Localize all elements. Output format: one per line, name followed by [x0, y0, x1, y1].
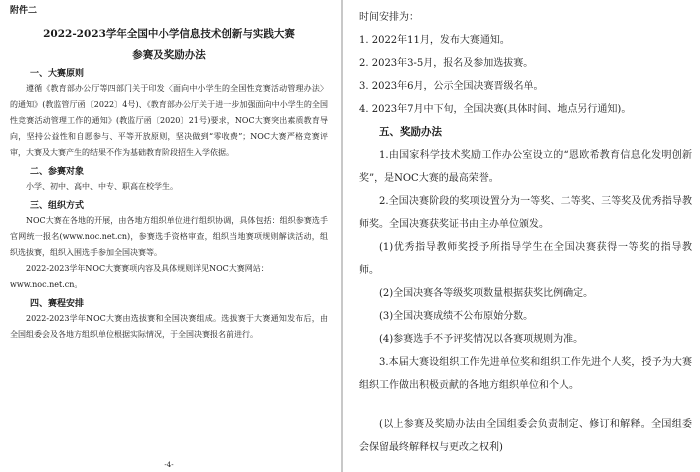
section-heading-principles: 一、大赛原则 — [30, 69, 85, 79]
website-link[interactable]: www.noc.net.cn。 — [10, 280, 83, 289]
page-number: -4- — [164, 461, 174, 469]
section-heading-schedule: 四、赛程安排 — [30, 299, 85, 309]
awards-paragraph-6: (4)参赛选手不予评奖情况以各赛项规则为准。 — [379, 334, 584, 345]
schedule-item: 3. 2023年6月，公示全国决赛晋级名单。 — [359, 81, 544, 92]
left-page — [0, 0, 338, 472]
schedule-item: 1. 2022年11月，发布大赛通知。 — [359, 35, 510, 46]
organization-paragraph: NOC大赛在各地的开展，由各地方组织单位进行组织协调，具体包括：组织参赛选手官网统一报名(www.noc.net.cn)，参赛选手资格审查，组织当地赛项规则解读活动，组织选拔赛，组织入围选手参加全国决赛等。 — [10, 216, 328, 257]
principles-paragraph: 遵循《教育部办公厅等四部门关于印发〈面向中小学生的全国性竞赛活动管理办法〉的通知》(教监管厅函〔2022〕4号)、《教育部办公厅关于进一步加强面向中小学生的全国性竞赛活动管理工作的通知》(教监厅函〔2020〕21号)要求，NOC大赛突出素质教育导向，坚持公益性和自愿参与、平等开放原则，坚决做到“零收费”；NOC大赛严格竞赛评审，大赛及大赛产生的结果不作为基础教育阶段招生入学依据。 — [10, 84, 328, 157]
page-divider — [341, 0, 343, 472]
section-heading-organization: 三、组织方式 — [30, 201, 85, 211]
participants-paragraph: 小学、初中、高中、中专、职高在校学生。 — [26, 182, 178, 191]
section-heading-awards: 五、奖励办法 — [379, 126, 442, 138]
awards-paragraph-1: 1.由国家科学技术奖励工作办公室设立的“恩欧希教育信息化发明创新奖”，是NOC大赛的最高荣誉。 — [359, 150, 692, 184]
spacer — [359, 397, 692, 413]
annex-label: 附件二 — [10, 6, 38, 16]
awards-paragraph-5: (3)全国决赛成绩不公布原始分数。 — [379, 311, 534, 322]
awards-paragraph-3: (1)优秀指导教师奖授予所指导学生在全国决赛获得一等奖的指导教师。 — [359, 242, 692, 276]
schedule-paragraph: 2022-2023学年NOC大赛由选拔赛和全国决赛组成。选拔赛于大赛通知发布后，由全国组委会及各地方组织单位根据实际情况，于全国决赛报名前进行。 — [10, 314, 328, 339]
awards-paragraph-2: 2.全国决赛阶段的奖项设置分为一等奖、二等奖、三等奖及优秀指导教师奖。全国决赛获奖证书由主办单位颁发。 — [359, 196, 692, 230]
awards-paragraph-7: 3.本届大赛设组织工作先进单位奖和组织工作先进个人奖，授予为大赛组织工作做出积极贡献的各地方组织单位和个人。 — [359, 357, 692, 391]
rules-reference-paragraph: 2022-2023学年NOC大赛赛项内容及具体规则详见NOC大赛网站： — [26, 264, 269, 273]
closing-note: (以上参赛及奖励办法由全国组委会负责制定、修订和解释。全国组委会保留最终解释权与更改之权利) — [359, 419, 692, 453]
right-page — [345, 0, 700, 472]
schedule-intro: 时间安排为： — [359, 12, 419, 23]
document-subtitle: 参赛及奖励办法 — [132, 49, 206, 61]
schedule-item: 2. 2023年3-5月，报名及参加选拔赛。 — [359, 58, 534, 69]
schedule-item: 4. 2023年7月中下旬，全国决赛(具体时间、地点另行通知)。 — [359, 104, 632, 115]
section-heading-participants: 二、参赛对象 — [30, 167, 85, 177]
document-title: 2022-2023学年全国中小学信息技术创新与实践大赛 — [43, 28, 295, 40]
awards-paragraph-4: (2)全国决赛各等级奖项数量根据获奖比例确定。 — [379, 288, 594, 299]
